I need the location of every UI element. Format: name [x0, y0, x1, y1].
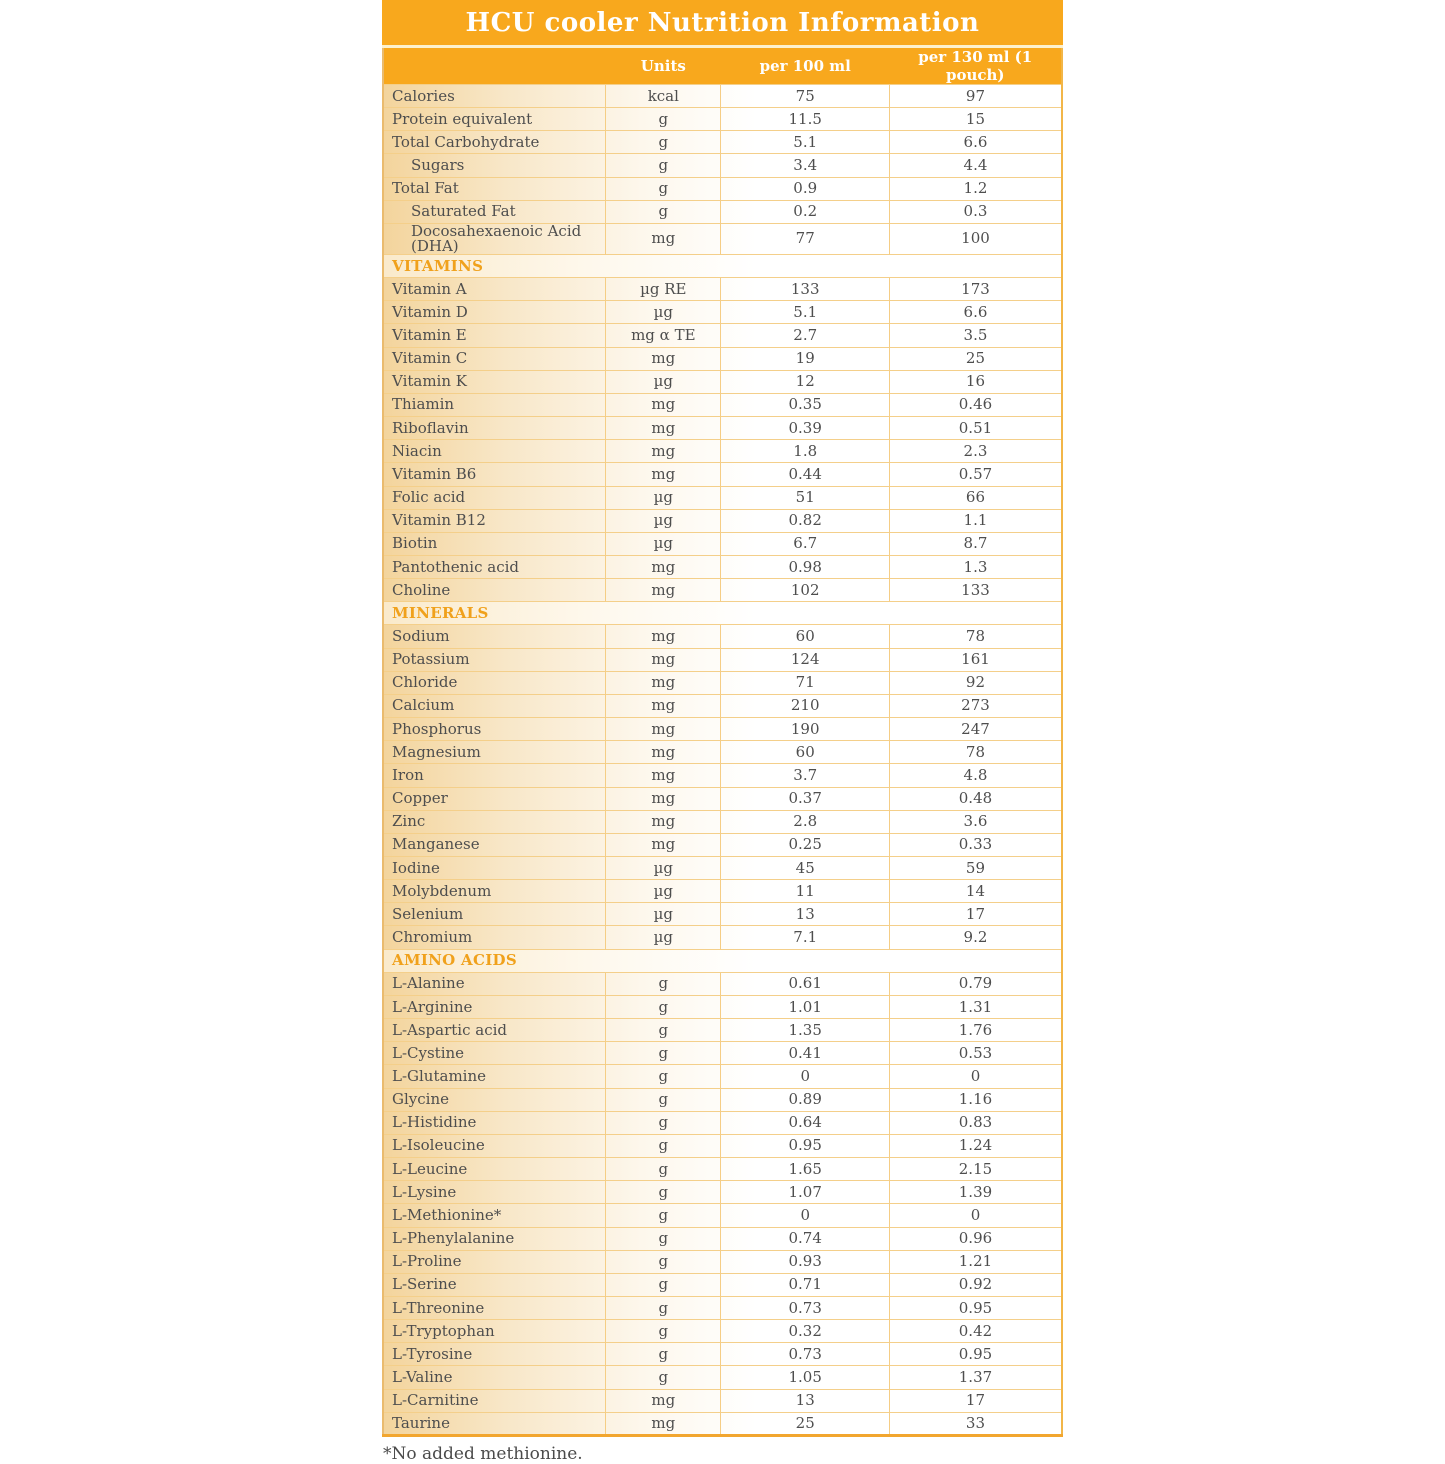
per-130ml-value-cell: 0.51 — [889, 417, 1062, 440]
per-100ml-value-cell: 2.7 — [721, 324, 889, 347]
table-row-protein-equivalent — [383, 108, 1062, 131]
nutrient-name-cell: Iodine — [383, 857, 606, 880]
units-cell: mg — [606, 787, 721, 810]
table-row-l-tyrosine — [383, 1343, 1062, 1366]
units-cell: mg — [606, 347, 721, 370]
units-cell: µg — [606, 370, 721, 393]
nutrient-name-cell: L-Carnitine — [383, 1389, 606, 1412]
units-cell: g — [606, 1296, 721, 1319]
nutrient-name-cell: Saturated Fat — [383, 200, 606, 223]
per-100ml-value-cell: 45 — [721, 857, 889, 880]
table-row-l-leucine — [383, 1158, 1062, 1181]
nutrient-name-cell: Chromium — [383, 926, 606, 949]
per-100ml-value-cell: 0.25 — [721, 833, 889, 856]
units-cell: g — [606, 108, 721, 131]
units-cell: mg — [606, 810, 721, 833]
units-cell: g — [606, 200, 721, 223]
per-100ml-value-cell: 133 — [721, 278, 889, 301]
table-row-l-isoleucine — [383, 1134, 1062, 1157]
per-130ml-value-cell: 17 — [889, 1389, 1062, 1412]
table-row-selenium — [383, 903, 1062, 926]
per-130ml-value-cell: 0.95 — [889, 1343, 1062, 1366]
per-130ml-value-cell: 0.95 — [889, 1296, 1062, 1319]
per-130ml-value-cell: 161 — [889, 648, 1062, 671]
per-130ml-value-cell: 1.76 — [889, 1019, 1062, 1042]
per-130ml-value-cell: 4.8 — [889, 764, 1062, 787]
table-row-l-cystine — [383, 1042, 1062, 1065]
per-100ml-value-cell: 19 — [721, 347, 889, 370]
units-cell: µg — [606, 486, 721, 509]
table-row-l-methionine — [383, 1204, 1062, 1227]
units-cell: g — [606, 1088, 721, 1111]
nutrient-name-cell: Potassium — [383, 648, 606, 671]
table-row-docosahexaenoic-acid-dha — [383, 223, 1062, 254]
per-130ml-value-cell: 0.42 — [889, 1320, 1062, 1343]
units-cell: g — [606, 995, 721, 1018]
table-row-l-threonine — [383, 1296, 1062, 1319]
table-row-pantothenic-acid — [383, 555, 1062, 578]
units-cell: mg — [606, 764, 721, 787]
column-header-units: Units — [640, 57, 686, 75]
table-row-phosphorus — [383, 718, 1062, 741]
per-130ml-value-cell: 1.1 — [889, 509, 1062, 532]
table-row-molybdenum — [383, 880, 1062, 903]
per-100ml-value-cell: 0.73 — [721, 1343, 889, 1366]
nutrient-name-cell: Phosphorus — [383, 718, 606, 741]
per-100ml-value-cell: 75 — [721, 85, 889, 108]
per-100ml-value-cell: 13 — [721, 1389, 889, 1412]
per-130ml-value-cell: 3.6 — [889, 810, 1062, 833]
units-cell: g — [606, 1019, 721, 1042]
nutrient-name-cell: L-Glutamine — [383, 1065, 606, 1088]
units-cell: mg — [606, 1412, 721, 1435]
nutrient-name-cell: L-Phenylalanine — [383, 1227, 606, 1250]
nutrient-name-cell: Manganese — [383, 833, 606, 856]
table-row-riboflavin — [383, 417, 1062, 440]
units-cell: mg — [606, 463, 721, 486]
units-cell: kcal — [606, 85, 721, 108]
nutrient-name-cell: L-Threonine — [383, 1296, 606, 1319]
nutrient-name-cell: L-Leucine — [383, 1158, 606, 1181]
per-130ml-value-cell: 0.33 — [889, 833, 1062, 856]
nutrient-name-cell: Glycine — [383, 1088, 606, 1111]
per-130ml-value-cell: 1.16 — [889, 1088, 1062, 1111]
nutrition-table — [382, 0, 1063, 1464]
per-130ml-value-cell: 273 — [889, 694, 1062, 717]
per-130ml-value-cell: 2.3 — [889, 440, 1062, 463]
per-100ml-value-cell: 0.71 — [721, 1273, 889, 1296]
per-100ml-value-cell: 2.8 — [721, 810, 889, 833]
per-130ml-value-cell: 1.2 — [889, 177, 1062, 200]
nutrient-name-cell: Vitamin E — [383, 324, 606, 347]
per-130ml-value-cell: 6.6 — [889, 131, 1062, 154]
column-header-per-100ml: per 100 ml — [759, 57, 851, 75]
units-cell: µg — [606, 880, 721, 903]
units-cell: mg — [606, 579, 721, 602]
units-cell: µg — [606, 301, 721, 324]
nutrient-name-cell: Choline — [383, 579, 606, 602]
units-cell: g — [606, 1134, 721, 1157]
units-cell: mg — [606, 555, 721, 578]
units-cell: g — [606, 1227, 721, 1250]
per-100ml-value-cell: 3.7 — [721, 764, 889, 787]
table-row-l-valine — [383, 1366, 1062, 1389]
table-row-biotin — [383, 532, 1062, 555]
nutrient-name-cell: Vitamin D — [383, 301, 606, 324]
units-cell: mg — [606, 833, 721, 856]
units-cell: g — [606, 1111, 721, 1134]
per-100ml-value-cell: 25 — [721, 1412, 889, 1435]
per-100ml-value-cell: 11.5 — [721, 108, 889, 131]
table-row-vitamin-b6 — [383, 463, 1062, 486]
nutrient-name-cell: Folic acid — [383, 486, 606, 509]
per-130ml-value-cell: 0.46 — [889, 393, 1062, 416]
nutrient-name-cell: Chloride — [383, 671, 606, 694]
units-cell: g — [606, 131, 721, 154]
table-row-niacin — [383, 440, 1062, 463]
table-row-iron — [383, 764, 1062, 787]
column-header-per-130ml: per 130 ml (1 pouch) — [918, 48, 1033, 84]
per-130ml-value-cell: 1.24 — [889, 1134, 1062, 1157]
per-130ml-value-cell: 78 — [889, 741, 1062, 764]
per-130ml-value-cell: 100 — [889, 223, 1062, 254]
table-row-total-carbohydrate — [383, 131, 1062, 154]
units-cell: µg — [606, 509, 721, 532]
per-130ml-value-cell: 6.6 — [889, 301, 1062, 324]
per-130ml-value-cell: 92 — [889, 671, 1062, 694]
per-100ml-value-cell: 60 — [721, 625, 889, 648]
per-100ml-value-cell: 0.37 — [721, 787, 889, 810]
table-row-l-histidine — [383, 1111, 1062, 1134]
table-row-l-carnitine — [383, 1389, 1062, 1412]
nutrient-name-cell: Magnesium — [383, 741, 606, 764]
per-130ml-value-cell: 1.3 — [889, 555, 1062, 578]
per-130ml-value-cell: 0.96 — [889, 1227, 1062, 1250]
units-cell: g — [606, 1320, 721, 1343]
units-cell: g — [606, 1343, 721, 1366]
nutrient-name-cell: Calcium — [383, 694, 606, 717]
per-100ml-value-cell: 0.35 — [721, 393, 889, 416]
per-100ml-value-cell: 0.74 — [721, 1227, 889, 1250]
per-130ml-value-cell: 0.57 — [889, 463, 1062, 486]
per-130ml-value-cell: 173 — [889, 278, 1062, 301]
units-cell: g — [606, 1250, 721, 1273]
nutrient-name-cell: Vitamin B12 — [383, 509, 606, 532]
table-row-chloride — [383, 671, 1062, 694]
table-row-copper — [383, 787, 1062, 810]
per-100ml-value-cell: 77 — [721, 223, 889, 254]
per-100ml-value-cell: 12 — [721, 370, 889, 393]
per-100ml-value-cell: 1.65 — [721, 1158, 889, 1181]
per-130ml-value-cell: 9.2 — [889, 926, 1062, 949]
table-row-thiamin — [383, 393, 1062, 416]
per-130ml-value-cell: 0.92 — [889, 1273, 1062, 1296]
nutrient-name-cell: L-Tryptophan — [383, 1320, 606, 1343]
per-100ml-value-cell: 0.2 — [721, 200, 889, 223]
nutrient-name-cell: Niacin — [383, 440, 606, 463]
per-130ml-value-cell: 17 — [889, 903, 1062, 926]
units-cell: g — [606, 1204, 721, 1227]
per-100ml-value-cell: 5.1 — [721, 301, 889, 324]
units-cell: mg — [606, 440, 721, 463]
nutrient-name-cell: Docosahexaenoic Acid (DHA) — [383, 223, 606, 254]
per-100ml-value-cell: 71 — [721, 671, 889, 694]
units-cell: mg — [606, 417, 721, 440]
nutrient-name-cell: Selenium — [383, 903, 606, 926]
per-100ml-value-cell: 0.39 — [721, 417, 889, 440]
table-row-vitamin-a — [383, 278, 1062, 301]
table-row-l-tryptophan — [383, 1320, 1062, 1343]
section-header-label: MINERALS — [383, 602, 1062, 625]
per-100ml-value-cell: 0.89 — [721, 1088, 889, 1111]
units-cell: g — [606, 1042, 721, 1065]
per-130ml-value-cell: 0.48 — [889, 787, 1062, 810]
nutrient-name-cell: Total Fat — [383, 177, 606, 200]
nutrient-name-cell: Molybdenum — [383, 880, 606, 903]
per-100ml-value-cell: 0.64 — [721, 1111, 889, 1134]
units-cell: mg — [606, 741, 721, 764]
per-100ml-value-cell: 0.98 — [721, 555, 889, 578]
table-row-choline — [383, 579, 1062, 602]
per-130ml-value-cell: 2.15 — [889, 1158, 1062, 1181]
table-row-potassium — [383, 648, 1062, 671]
per-130ml-value-cell: 59 — [889, 857, 1062, 880]
table-row-vitamin-b12 — [383, 509, 1062, 532]
table-row-chromium — [383, 926, 1062, 949]
per-130ml-value-cell: 25 — [889, 347, 1062, 370]
nutrient-name-cell: L-Lysine — [383, 1181, 606, 1204]
table-row-iodine — [383, 857, 1062, 880]
per-100ml-value-cell: 124 — [721, 648, 889, 671]
table-row-l-glutamine — [383, 1065, 1062, 1088]
per-100ml-value-cell: 0.9 — [721, 177, 889, 200]
per-100ml-value-cell: 7.1 — [721, 926, 889, 949]
nutrient-name-cell: L-Serine — [383, 1273, 606, 1296]
units-cell: µg — [606, 532, 721, 555]
per-100ml-value-cell: 0.44 — [721, 463, 889, 486]
section-header-row-minerals — [383, 602, 1062, 625]
nutrient-name-cell: Riboflavin — [383, 417, 606, 440]
units-cell: mg — [606, 393, 721, 416]
column-header-nutrient — [383, 48, 606, 85]
per-100ml-value-cell: 3.4 — [721, 154, 889, 177]
units-cell: µg RE — [606, 278, 721, 301]
units-cell: g — [606, 1273, 721, 1296]
table-row-l-lysine — [383, 1181, 1062, 1204]
per-130ml-value-cell: 16 — [889, 370, 1062, 393]
units-cell: g — [606, 1065, 721, 1088]
nutrient-name-cell: Sugars — [383, 154, 606, 177]
per-130ml-value-cell: 0.83 — [889, 1111, 1062, 1134]
table-row-l-aspartic-acid — [383, 1019, 1062, 1042]
per-100ml-value-cell: 5.1 — [721, 131, 889, 154]
table-row-sodium — [383, 625, 1062, 648]
table-row-zinc — [383, 810, 1062, 833]
nutrient-name-cell: L-Histidine — [383, 1111, 606, 1134]
units-cell: g — [606, 972, 721, 995]
units-cell: g — [606, 1181, 721, 1204]
nutrient-name-cell: L-Alanine — [383, 972, 606, 995]
page-title: HCU cooler Nutrition Information — [382, 0, 1063, 45]
units-cell: µg — [606, 926, 721, 949]
units-cell: g — [606, 1366, 721, 1389]
per-100ml-value-cell: 0 — [721, 1204, 889, 1227]
nutrient-name-cell: Pantothenic acid — [383, 555, 606, 578]
table-row-l-alanine — [383, 972, 1062, 995]
table-row-l-serine — [383, 1273, 1062, 1296]
per-130ml-value-cell: 0 — [889, 1065, 1062, 1088]
per-130ml-value-cell: 15 — [889, 108, 1062, 131]
per-100ml-value-cell: 0.41 — [721, 1042, 889, 1065]
per-100ml-value-cell: 1.05 — [721, 1366, 889, 1389]
per-130ml-value-cell: 0.3 — [889, 200, 1062, 223]
nutrition-data-table — [382, 48, 1063, 1437]
per-130ml-value-cell: 1.39 — [889, 1181, 1062, 1204]
table-row-sugars — [383, 154, 1062, 177]
per-130ml-value-cell: 0 — [889, 1204, 1062, 1227]
nutrient-name-cell: Biotin — [383, 532, 606, 555]
table-row-taurine — [383, 1412, 1062, 1435]
table-row-glycine — [383, 1088, 1062, 1111]
table-row-calories — [383, 85, 1062, 108]
table-header — [383, 48, 1062, 85]
units-cell: mg — [606, 648, 721, 671]
nutrient-name-cell: Vitamin K — [383, 370, 606, 393]
per-100ml-value-cell: 0.73 — [721, 1296, 889, 1319]
table-body — [383, 85, 1062, 1436]
units-cell: µg — [606, 903, 721, 926]
per-100ml-value-cell: 1.35 — [721, 1019, 889, 1042]
nutrient-name-cell: Thiamin — [383, 393, 606, 416]
table-row-l-proline — [383, 1250, 1062, 1273]
units-cell: g — [606, 177, 721, 200]
per-100ml-value-cell: 1.07 — [721, 1181, 889, 1204]
nutrient-name-cell: L-Aspartic acid — [383, 1019, 606, 1042]
per-130ml-value-cell: 8.7 — [889, 532, 1062, 555]
nutrient-name-cell: L-Arginine — [383, 995, 606, 1018]
nutrient-name-cell: Calories — [383, 85, 606, 108]
per-100ml-value-cell: 0 — [721, 1065, 889, 1088]
per-100ml-value-cell: 0.95 — [721, 1134, 889, 1157]
table-row-magnesium — [383, 741, 1062, 764]
per-130ml-value-cell: 1.31 — [889, 995, 1062, 1018]
nutrient-name-cell: Total Carbohydrate — [383, 131, 606, 154]
units-cell: mg — [606, 671, 721, 694]
table-row-vitamin-c — [383, 347, 1062, 370]
units-cell: mg — [606, 625, 721, 648]
per-130ml-value-cell: 0.79 — [889, 972, 1062, 995]
table-row-vitamin-k — [383, 370, 1062, 393]
per-130ml-value-cell: 33 — [889, 1412, 1062, 1435]
units-cell: mg — [606, 718, 721, 741]
per-130ml-value-cell: 1.21 — [889, 1250, 1062, 1273]
per-100ml-value-cell: 102 — [721, 579, 889, 602]
table-row-total-fat — [383, 177, 1062, 200]
table-row-l-phenylalanine — [383, 1227, 1062, 1250]
nutrient-name-cell: Vitamin A — [383, 278, 606, 301]
nutrient-name-cell: Vitamin C — [383, 347, 606, 370]
nutrient-name-cell: L-Methionine* — [383, 1204, 606, 1227]
nutrient-name-cell: Protein equivalent — [383, 108, 606, 131]
section-header-row-amino-acids — [383, 949, 1062, 972]
per-100ml-value-cell: 11 — [721, 880, 889, 903]
units-cell: mg α TE — [606, 324, 721, 347]
units-cell: mg — [606, 694, 721, 717]
per-130ml-value-cell: 66 — [889, 486, 1062, 509]
nutrient-name-cell: Taurine — [383, 1412, 606, 1435]
per-100ml-value-cell: 1.8 — [721, 440, 889, 463]
per-130ml-value-cell: 14 — [889, 880, 1062, 903]
per-100ml-value-cell: 210 — [721, 694, 889, 717]
section-header-label: AMINO ACIDS — [383, 949, 1062, 972]
header-row — [383, 48, 1062, 85]
table-row-l-arginine — [383, 995, 1062, 1018]
per-100ml-value-cell: 13 — [721, 903, 889, 926]
per-100ml-value-cell: 1.01 — [721, 995, 889, 1018]
per-130ml-value-cell: 78 — [889, 625, 1062, 648]
footnote: *No added methionine. — [383, 1443, 583, 1464]
nutrient-name-cell: L-Proline — [383, 1250, 606, 1273]
per-130ml-value-cell: 3.5 — [889, 324, 1062, 347]
nutrient-name-cell: Vitamin B6 — [383, 463, 606, 486]
per-100ml-value-cell: 6.7 — [721, 532, 889, 555]
nutrient-name-cell: L-Valine — [383, 1366, 606, 1389]
table-row-manganese — [383, 833, 1062, 856]
table-row-vitamin-d — [383, 301, 1062, 324]
units-cell: g — [606, 154, 721, 177]
per-100ml-value-cell: 60 — [721, 741, 889, 764]
nutrient-name-cell: Copper — [383, 787, 606, 810]
per-100ml-value-cell: 51 — [721, 486, 889, 509]
per-100ml-value-cell: 0.82 — [721, 509, 889, 532]
units-cell: mg — [606, 223, 721, 254]
nutrient-name-cell: Iron — [383, 764, 606, 787]
table-row-calcium — [383, 694, 1062, 717]
per-130ml-value-cell: 0.53 — [889, 1042, 1062, 1065]
table-row-folic-acid — [383, 486, 1062, 509]
nutrient-name-cell: L-Cystine — [383, 1042, 606, 1065]
nutrient-name-cell: L-Isoleucine — [383, 1134, 606, 1157]
per-130ml-value-cell: 247 — [889, 718, 1062, 741]
nutrient-name-cell: Zinc — [383, 810, 606, 833]
units-cell: mg — [606, 1389, 721, 1412]
per-130ml-value-cell: 4.4 — [889, 154, 1062, 177]
table-row-vitamin-e — [383, 324, 1062, 347]
table-row-saturated-fat — [383, 200, 1062, 223]
nutrient-name-cell: L-Tyrosine — [383, 1343, 606, 1366]
per-130ml-value-cell: 133 — [889, 579, 1062, 602]
per-130ml-value-cell: 1.37 — [889, 1366, 1062, 1389]
per-100ml-value-cell: 0.61 — [721, 972, 889, 995]
units-cell: g — [606, 1158, 721, 1181]
section-header-label: VITAMINS — [383, 254, 1062, 277]
units-cell: µg — [606, 857, 721, 880]
per-100ml-value-cell: 190 — [721, 718, 889, 741]
nutrient-name-cell: Sodium — [383, 625, 606, 648]
per-100ml-value-cell: 0.32 — [721, 1320, 889, 1343]
per-100ml-value-cell: 0.93 — [721, 1250, 889, 1273]
per-130ml-value-cell: 97 — [889, 85, 1062, 108]
section-header-row-vitamins — [383, 254, 1062, 277]
